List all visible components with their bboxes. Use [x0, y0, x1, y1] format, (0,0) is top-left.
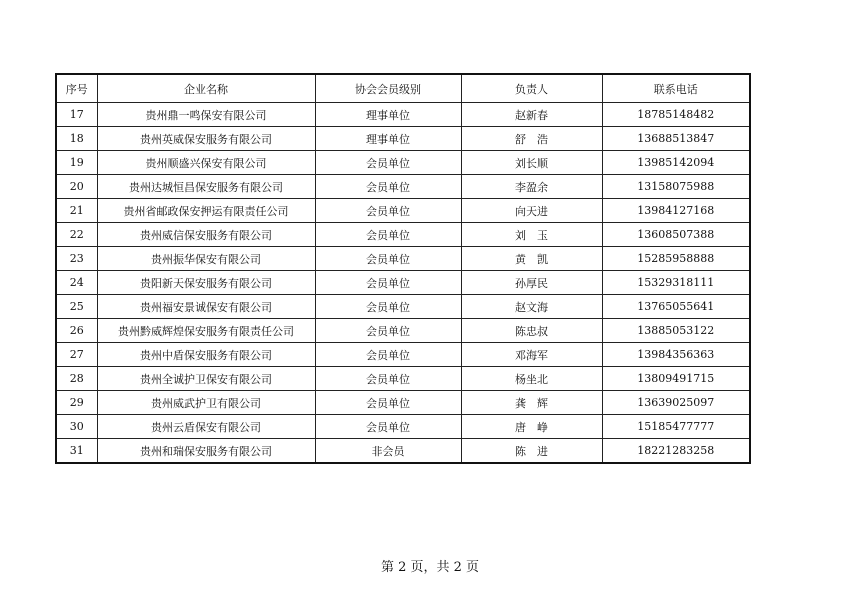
cell-member-level: 会员单位: [315, 295, 461, 319]
cell-phone: 13639025097: [602, 391, 750, 415]
table-row: [56, 319, 750, 343]
cell-member-level: 非会员: [315, 439, 461, 464]
table-row: [56, 295, 750, 319]
cell-person-in-charge: 向天进: [461, 199, 602, 223]
cell-member-level: 会员单位: [315, 223, 461, 247]
table-row: [56, 103, 750, 127]
cell-index: 17: [56, 103, 97, 127]
cell-index: 26: [56, 319, 97, 343]
cell-phone: 13984127168: [602, 199, 750, 223]
cell-member-level: 理事单位: [315, 103, 461, 127]
cell-member-level: 理事单位: [315, 127, 461, 151]
page-number: 第 2 页，共 2 页: [380, 560, 480, 575]
table-row: [56, 223, 750, 247]
cell-company-name: 贵州黔威辉煌保安服务有限责任公司: [97, 319, 315, 343]
cell-phone: 13688513847: [602, 127, 750, 151]
cell-company-name: 贵州和瑞保安服务有限公司: [97, 439, 315, 464]
cell-company-name: 贵州振华保安有限公司: [97, 247, 315, 271]
cell-company-name: 贵州省邮政保安押运有限责任公司: [97, 199, 315, 223]
cell-member-level: 会员单位: [315, 151, 461, 175]
header-company-name: 企业名称: [97, 74, 315, 103]
cell-index: 23: [56, 247, 97, 271]
cell-company-name: 贵州威武护卫有限公司: [97, 391, 315, 415]
cell-index: 28: [56, 367, 97, 391]
cell-member-level: 会员单位: [315, 175, 461, 199]
cell-index: 19: [56, 151, 97, 175]
cell-company-name: 贵阳新天保安服务有限公司: [97, 271, 315, 295]
table-row: [56, 391, 750, 415]
cell-index: 25: [56, 295, 97, 319]
cell-index: 21: [56, 199, 97, 223]
cell-member-level: 会员单位: [315, 247, 461, 271]
cell-member-level: 会员单位: [315, 199, 461, 223]
table-row: [56, 151, 750, 175]
cell-member-level: 会员单位: [315, 319, 461, 343]
table-row: [56, 343, 750, 367]
cell-company-name: 贵州鼎一鸣保安有限公司: [97, 103, 315, 127]
cell-person-in-charge: 杨坐北: [461, 367, 602, 391]
member-table: [55, 73, 751, 464]
cell-company-name: 贵州达城恒昌保安服务有限公司: [97, 175, 315, 199]
table-row: [56, 247, 750, 271]
cell-person-in-charge: 赵新春: [461, 103, 602, 127]
header-member-level: 协会会员级别: [315, 74, 461, 103]
table-row: [56, 127, 750, 151]
table-row: [56, 439, 750, 464]
table-row: [56, 367, 750, 391]
cell-person-in-charge: 黄 凯: [461, 247, 602, 271]
cell-person-in-charge: 陈 进: [461, 439, 602, 464]
cell-phone: 13158075988: [602, 175, 750, 199]
cell-index: 31: [56, 439, 97, 464]
header-person-in-charge: 负责人: [461, 74, 602, 103]
table-row: [56, 199, 750, 223]
cell-index: 24: [56, 271, 97, 295]
cell-company-name: 贵州云盾保安有限公司: [97, 415, 315, 439]
cell-phone: 15329318111: [602, 271, 750, 295]
cell-index: 30: [56, 415, 97, 439]
cell-person-in-charge: 龚 辉: [461, 391, 602, 415]
cell-phone: 13809491715: [602, 367, 750, 391]
cell-index: 29: [56, 391, 97, 415]
cell-phone: 13885053122: [602, 319, 750, 343]
cell-company-name: 贵州全诚护卫保安有限公司: [97, 367, 315, 391]
cell-member-level: 会员单位: [315, 271, 461, 295]
cell-company-name: 贵州福安景诚保安有限公司: [97, 295, 315, 319]
cell-phone: 15285958888: [602, 247, 750, 271]
cell-company-name: 贵州顺盛兴保安有限公司: [97, 151, 315, 175]
header-index: 序号: [56, 74, 97, 103]
cell-member-level: 会员单位: [315, 415, 461, 439]
table-row: [56, 271, 750, 295]
cell-phone: 13984356363: [602, 343, 750, 367]
cell-person-in-charge: 刘长顺: [461, 151, 602, 175]
cell-phone: 15185477777: [602, 415, 750, 439]
cell-person-in-charge: 赵文海: [461, 295, 602, 319]
cell-member-level: 会员单位: [315, 391, 461, 415]
cell-index: 22: [56, 223, 97, 247]
cell-person-in-charge: 邓海军: [461, 343, 602, 367]
cell-phone: 18221283258: [602, 439, 750, 464]
cell-phone: 13608507388: [602, 223, 750, 247]
cell-company-name: 贵州威信保安服务有限公司: [97, 223, 315, 247]
cell-person-in-charge: 刘 玉: [461, 223, 602, 247]
cell-person-in-charge: 李盈余: [461, 175, 602, 199]
cell-phone: 13765055641: [602, 295, 750, 319]
cell-member-level: 会员单位: [315, 367, 461, 391]
cell-index: 20: [56, 175, 97, 199]
cell-phone: 13985142094: [602, 151, 750, 175]
cell-phone: 18785148482: [602, 103, 750, 127]
table-row: [56, 175, 750, 199]
cell-company-name: 贵州英威保安服务有限公司: [97, 127, 315, 151]
cell-member-level: 会员单位: [315, 343, 461, 367]
cell-person-in-charge: 舒 浩: [461, 127, 602, 151]
header-phone: 联系电话: [602, 74, 750, 103]
cell-index: 18: [56, 127, 97, 151]
cell-person-in-charge: 唐 峥: [461, 415, 602, 439]
cell-index: 27: [56, 343, 97, 367]
cell-company-name: 贵州中盾保安服务有限公司: [97, 343, 315, 367]
table-row: [56, 415, 750, 439]
cell-person-in-charge: 陈忠叔: [461, 319, 602, 343]
cell-person-in-charge: 孙厚民: [461, 271, 602, 295]
table-header-row: [56, 74, 750, 103]
